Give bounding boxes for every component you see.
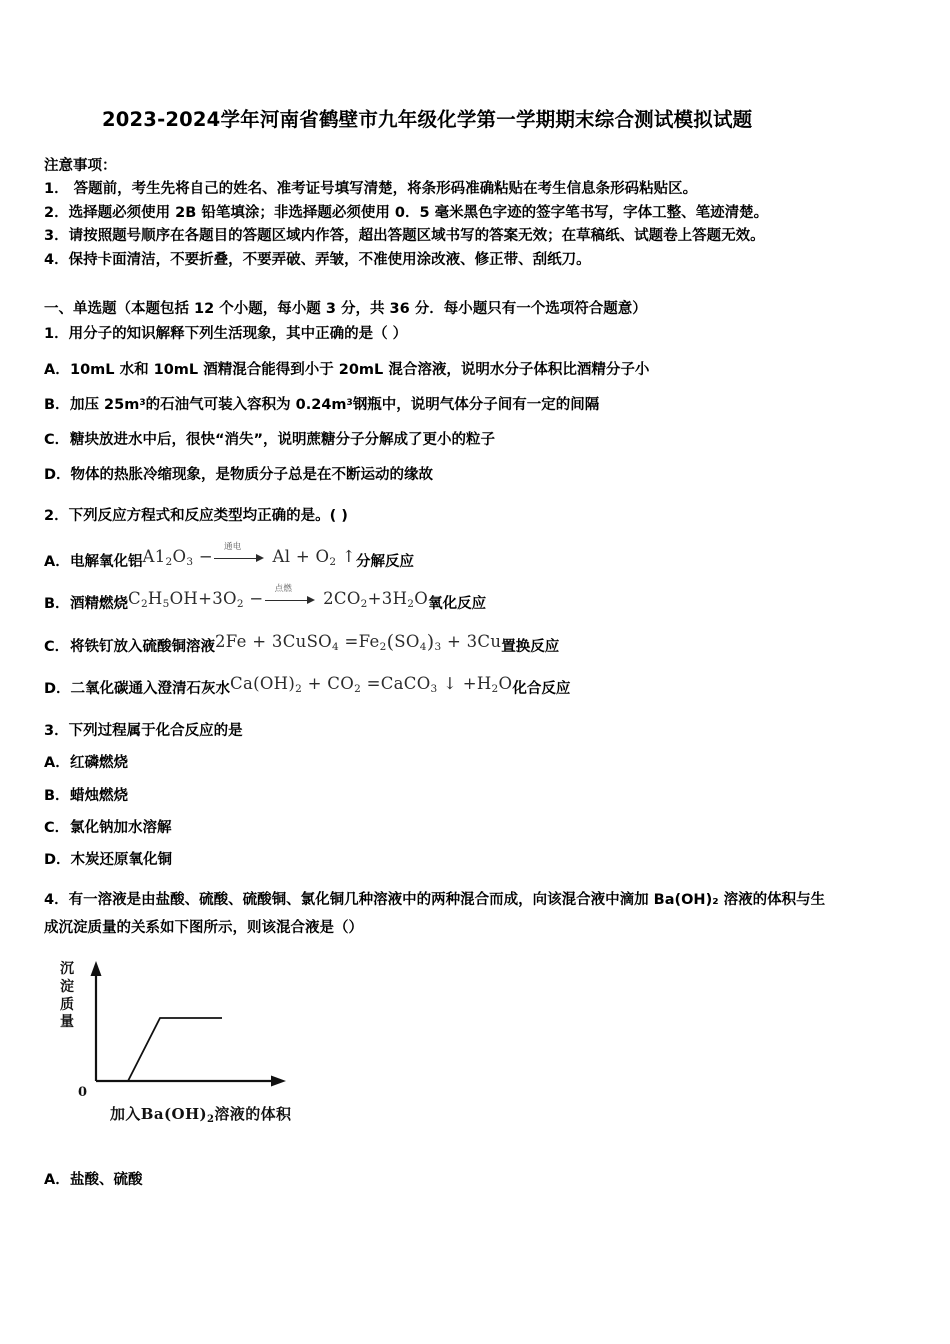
question-3-option-d[interactable] [44, 849, 916, 872]
notice-heading: 注意事项： [44, 158, 117, 175]
option-text: 盐酸、硫酸 [70, 1171, 143, 1188]
question-1-option-b[interactable] [44, 394, 916, 417]
option-label: A． [44, 553, 70, 570]
notice-item: 1． 答题前，考生先将自己的姓名、准考证号填写清楚，将条形码准确粘贴在考生信息条形码粘贴区。 [44, 181, 698, 198]
question-2-text: 下列反应方程式和反应类型均正确的是。( ) [68, 508, 348, 525]
question-3-option-c[interactable] [44, 817, 916, 840]
question-4-text-line1: 有一溶液是由盐酸、硫酸、硫酸铜、氯化铜几种溶液中的两种混合而成，向该混合液中滴加 Ba(OH)₂ 溶液的体积与生 [68, 892, 826, 909]
question-3-option-b[interactable] [44, 785, 916, 808]
option-prefix: 将铁钉放入硫酸铜溶液 [70, 638, 215, 655]
question-1 [44, 323, 916, 487]
arrow-condition: 点燃 [274, 584, 293, 595]
question-4-number: 4． [44, 892, 69, 909]
option-text: 糖块放进水中后，很快“消失”，说明蔗糖分子分解成了更小的粒子 [70, 432, 496, 449]
option-label: C． [44, 638, 70, 655]
question-2-stem [44, 505, 916, 528]
chart-y-axis-label: 沉 淀 质 量 [60, 960, 74, 1031]
option-prefix: 二氧化碳通入澄清石灰水 [70, 680, 231, 697]
question-1-option-d[interactable] [44, 464, 916, 487]
option-text-part3: 钢瓶中，说明气体分子间有一定的间隔 [352, 396, 600, 413]
question-2-option-d[interactable] [44, 674, 916, 698]
option-reaction-type: 置换反应 [501, 638, 560, 655]
chemical-equation-c: 2Fe + 3CuSO$_4$ $=Fe_2(SO_4)_3 + 3Cu$ [215, 630, 502, 653]
question-4-option-a[interactable] [44, 1169, 916, 1192]
option-label: A． [44, 755, 70, 772]
chart-x-axis-label: 加入$Ba(OH)_2$溶液的体积 [110, 1104, 292, 1125]
question-2-option-a[interactable] [44, 542, 916, 571]
option-label: D． [44, 467, 71, 484]
question-2-option-c[interactable] [44, 631, 916, 656]
chemical-equation-a: $A1_2O_3$ − 通电 $Al + O_2$ ↑ [142, 542, 357, 568]
option-prefix: 酒精燃烧 [70, 595, 128, 612]
question-3 [44, 720, 916, 872]
superscript-3: 3 [139, 397, 146, 408]
question-4-stem-line-2: 成沉淀质量的关系如下图所示，则该混合液是（） [44, 920, 363, 937]
option-text: 物体的热胀冷缩现象，是物质分子总是在不断运动的缘故 [70, 467, 434, 484]
question-2 [44, 505, 916, 697]
question-1-stem [44, 323, 916, 346]
question-2-number: 2． [44, 508, 69, 525]
chart-data-series-precipitate [96, 1018, 222, 1081]
question-1-text: 用分子的知识解释下列生活现象，其中正确的是（ ） [68, 326, 408, 343]
option-text: 蜡烛燃烧 [70, 787, 128, 804]
option-label: B． [44, 396, 70, 413]
page-title: 2023-2024学年河南省鹤壁市九年级化学第一学期期末综合测试模拟试题 [102, 108, 753, 131]
notice-list [44, 178, 916, 272]
arrow-condition: 通电 [224, 542, 242, 553]
option-label: B． [44, 595, 70, 612]
notice-item: 3．请按照题号顺序在各题目的答题区域内作答，超出答题区域书写的答案无效；在草稿纸、试题卷上答题无效。 [44, 228, 765, 245]
question-3-text: 下列过程属于化合反应的是 [68, 722, 243, 739]
option-text: 10mL 水和 10mL 酒精混合能得到小于 20mL 混合溶液，说明水分子体积比酒精分子小 [70, 361, 650, 378]
precipitate-vs-volume-chart [56, 957, 386, 1147]
question-3-number: 3． [44, 722, 69, 739]
chart-y-axis-arrow-icon [91, 961, 102, 976]
superscript-3: 3 [346, 397, 353, 408]
chemical-equation-d: $Ca(OH)_2 + CO_2$ =CaCO$_3$ ↓ $+H_2O$ [230, 673, 513, 695]
option-text: 氯化钠加水溶解 [70, 819, 172, 836]
option-label: C． [44, 432, 70, 449]
option-reaction-type: 氧化反应 [428, 595, 487, 612]
notice-item: 4．保持卡面清洁，不要折叠，不要弄破、弄皱，不准使用涂改液、修正带、刮纸刀。 [44, 251, 591, 268]
option-label: A． [44, 1171, 70, 1188]
question-4-stem [44, 886, 916, 943]
chart-plot-area [74, 957, 364, 1102]
section-heading-single-choice: 一、单选题（本题包括 12 个小题，每小题 3 分，共 36 分．每小题只有一个选项符合题意） [44, 301, 647, 318]
option-reaction-type: 分解反应 [356, 553, 415, 570]
option-text-part1: 加压 25m [70, 396, 140, 413]
option-reaction-type: 化合反应 [512, 680, 571, 697]
question-2-option-b[interactable] [44, 584, 916, 613]
option-text-part2: 的石油气可装入容积为 0.24m [145, 396, 347, 413]
page-content [44, 0, 916, 1192]
option-label: D． [44, 680, 71, 697]
option-prefix: 电解氧化铝 [70, 553, 143, 570]
question-1-number: 1． [44, 326, 69, 343]
option-label: A． [44, 361, 70, 378]
option-label: C． [44, 819, 70, 836]
reaction-arrow-icon [265, 584, 317, 607]
chart-origin-label: 0 [78, 1084, 88, 1100]
question-1-option-c[interactable] [44, 429, 916, 452]
question-3-option-a[interactable] [44, 752, 916, 775]
reaction-arrow-icon [214, 542, 266, 565]
question-1-option-a[interactable] [44, 359, 916, 382]
chart-x-axis-arrow-icon [271, 1075, 286, 1086]
option-text: 木炭还原氧化铜 [70, 852, 173, 869]
option-label: D． [44, 852, 71, 869]
notice-item: 2．选择题必须使用 2B 铅笔填涂；非选择题必须使用 0．5 毫米黑色字迹的签字笔书写，字体工整、笔迹清楚。 [44, 204, 769, 221]
question-4 [44, 886, 916, 1192]
option-label: B． [44, 787, 70, 804]
question-4-stem-line-1 [44, 886, 916, 914]
question-3-stem [44, 720, 916, 743]
option-text: 红磷燃烧 [70, 755, 128, 772]
chemical-equation-b: $C_2H_5OH+3O_2$ − 点燃 $2CO_2+3H_2O$ [128, 584, 429, 610]
